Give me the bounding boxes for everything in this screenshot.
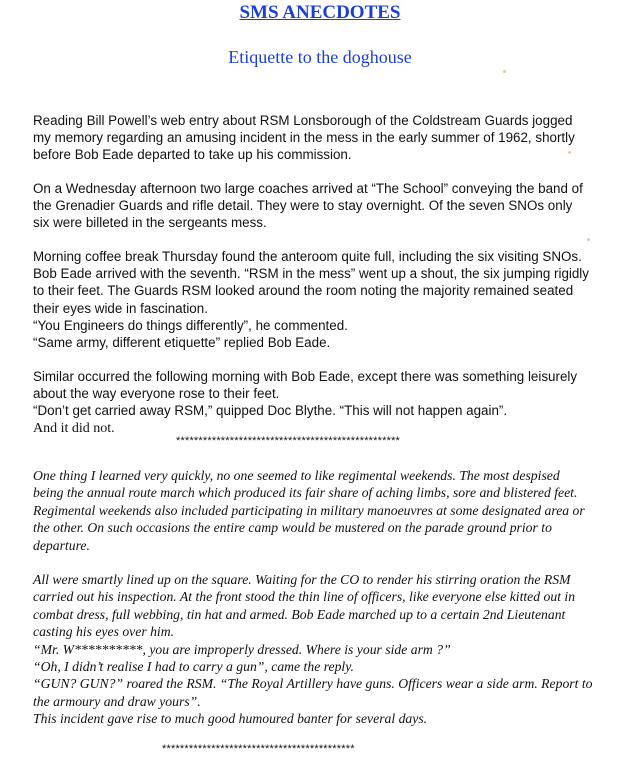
text-line: the armoury and draw yours”. — [33, 693, 201, 709]
text-line: All were smartly lined up on the square. Waiting for the CO to render his stirring oration the RSM — [33, 572, 571, 587]
text-line: casting his eyes over him. — [33, 624, 175, 640]
text-line: “Oh, I didn’t realise I had to carry a gun”, came the reply. — [33, 659, 354, 675]
text-line: about the way everyone rose to their feet. — [33, 386, 280, 402]
text-line: before Bob Eade departed to take up his commission. — [33, 147, 352, 163]
text-line: their eyes wide in fascination. — [33, 300, 208, 316]
text-line: carried out his inspection. At the front stood the thin line of officers, like everyone else kitted out in — [33, 589, 576, 605]
story2-paragraph-2 — [33, 571, 637, 728]
text-line: “Don’t get carried away RSM,” quipped Doc Blythe. “This will not happen again”. — [33, 403, 508, 419]
text-line: “GUN? GUN?” roared the RSM. “The Royal Artillery have guns. Officers wear a side arm. Report to — [33, 676, 593, 692]
story1-paragraph-2 — [33, 180, 633, 232]
text-line: One thing I learned very quickly, no one seemed to like regimental weekends. The most despised — [33, 468, 560, 483]
text-line: my memory regarding an amusing incident in the mess in the early summer of 1962, shortly — [33, 130, 575, 146]
text-line: departure. — [33, 537, 90, 553]
scan-speck — [503, 70, 506, 73]
closing-line: And it did not. — [33, 420, 115, 436]
story2-paragraph-1 — [33, 467, 637, 554]
text-line: six were billeted in the sergeants mess. — [33, 215, 267, 231]
text-line: Bob Eade arrived with the seventh. “RSM in the mess” went up a shout, the six jumping rigidly — [33, 266, 589, 282]
scan-speck — [568, 151, 571, 154]
section-separator: ************************************************** — [176, 435, 401, 447]
story1-paragraph-4 — [33, 368, 633, 437]
story1-paragraph-3 — [33, 248, 633, 351]
text-line: combat dress, full webbing, tin hat and armed. Bob Eade marched up to a certain 2nd Lieutenant — [33, 606, 566, 622]
text-line: to their feet. The Guards RSM looked around the room noting the majority remained seated — [33, 283, 574, 299]
text-line: Similar occurred the following morning with Bob Eade, except there was something leisurely — [33, 369, 578, 384]
text-line: “Same army, different etiquette” replied Bob Eade. — [33, 335, 331, 351]
text-line: “You Engineers do things differently”, he commented. — [33, 317, 348, 333]
section-separator: ******************************************* — [162, 743, 355, 755]
text-line: being the annual route march which produced its fair share of aching limbs, sore and blistered feet. — [33, 485, 578, 501]
text-line: Morning coffee break Thursday found the anteroom quite full, including the six visiting SNOs. — [33, 249, 582, 264]
page-subtitle: Etiquette to the doghouse — [228, 47, 412, 67]
text-line: Reading Bill Powell’s web entry about RSM Lonsborough of the Coldstream Guards jogged — [33, 113, 573, 128]
text-line: On a Wednesday afternoon two large coaches arrived at “The School” conveying the band of — [33, 181, 583, 196]
story1-paragraph-1 — [33, 112, 633, 164]
text-line: This incident gave rise to much good humoured banter for several days. — [33, 711, 428, 727]
text-line: the Grenadier Guards and rifle detail. They were to stay overnight. Of the seven SNOs only — [33, 198, 573, 214]
text-line: the other. On such occasions the entire camp would be mustered on the parade ground prior to — [33, 520, 552, 536]
page-title: SMS ANECDOTES — [239, 2, 401, 23]
text-line: “Mr. W**********, you are improperly dressed. Where is your side arm ?” — [33, 641, 451, 657]
scan-speck — [587, 238, 590, 241]
text-line: Regimental weekends also included participating in military manoeuvres at some designated area or — [33, 502, 585, 518]
